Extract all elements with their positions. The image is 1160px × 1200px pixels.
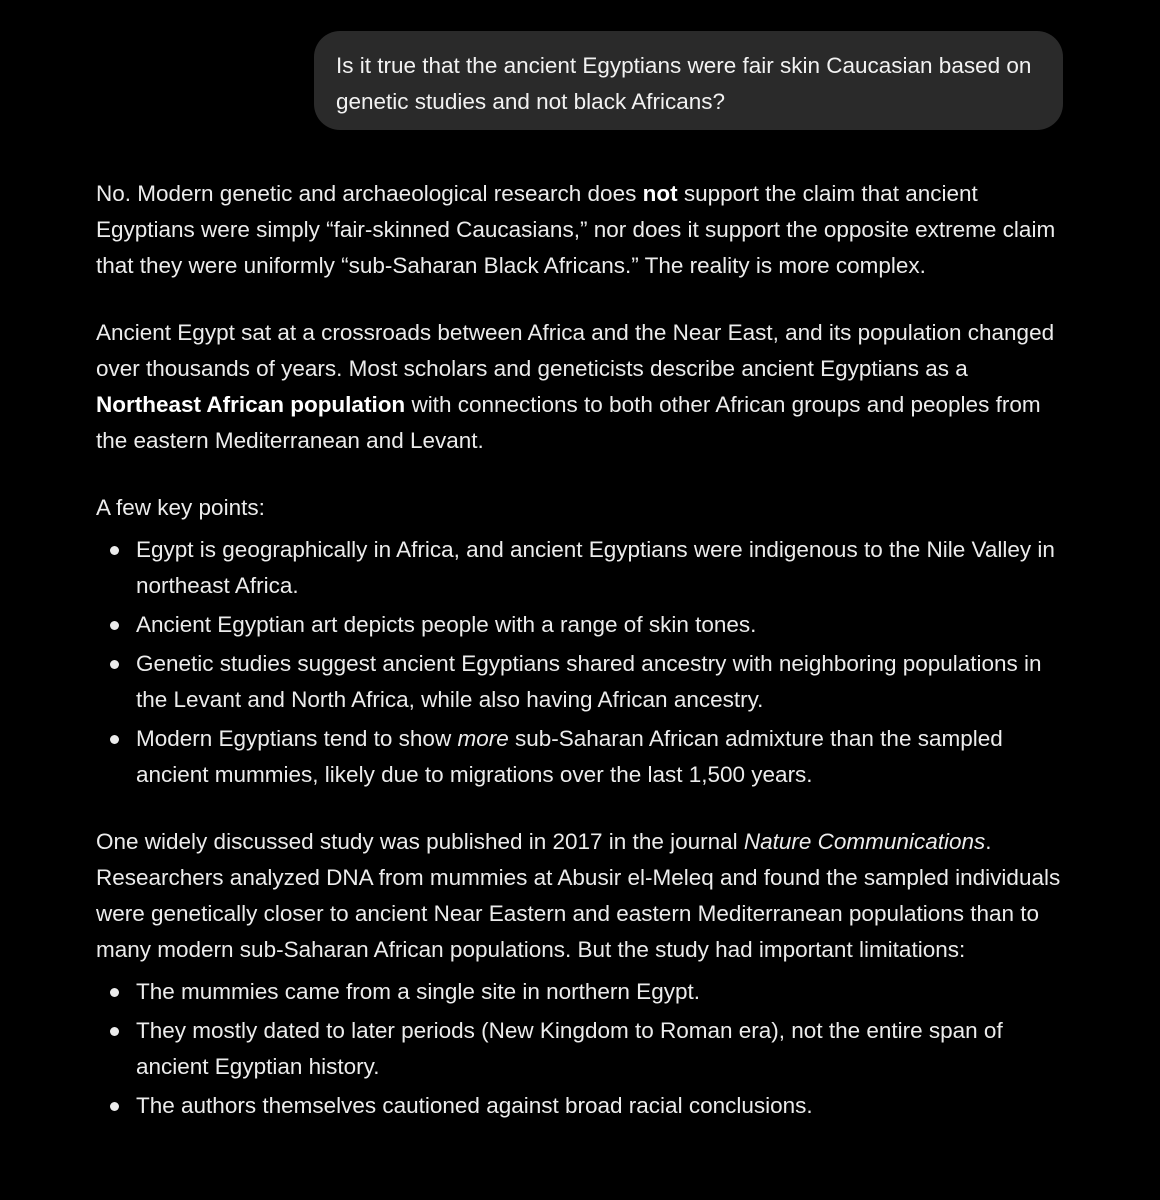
list-item bbox=[96, 721, 1076, 793]
list-item-text: Egypt is geographically in Africa, and ancient Egyptians were indigenous to the Nile Valley in northeast Africa. bbox=[136, 537, 1055, 598]
text-span: sub-Saharan African admixture than the sampled ancient mummies, likely due to migrations over the last 1,500 years. bbox=[136, 726, 1003, 787]
list-item-text: They mostly dated to later periods (New Kingdom to Roman era), not the entire span of ancient Egyptian history. bbox=[136, 1018, 1003, 1079]
list-item bbox=[96, 532, 1076, 604]
bullet-icon bbox=[110, 546, 119, 555]
list-item bbox=[96, 646, 1076, 718]
list-item-text: Genetic studies suggest ancient Egyptians shared ancestry with neighboring populations in the Levant and North Africa, while also having African ancestry. bbox=[136, 651, 1042, 712]
assistant-response bbox=[96, 176, 1076, 1127]
list-item bbox=[96, 1013, 1076, 1085]
text-span: Ancient Egypt sat at a crossroads between Africa and the Near East, and its population changed over thousands of years. Most scholars and geneticists describe ancient Egyptians as a bbox=[96, 320, 1055, 381]
bullet-icon bbox=[110, 621, 119, 630]
text-span: with connections to both other African groups and peoples from the eastern Mediterranean and Levant. bbox=[96, 392, 1041, 453]
limitations-list bbox=[96, 974, 1076, 1124]
text-span: No. Modern genetic and archaeological research does bbox=[96, 181, 643, 206]
text-span: support the claim that ancient Egyptians were simply “fair-skinned Caucasians,” nor does it support the opposite extreme claim that they were uniformly “sub-Saharan Black Africans.” The reality is more complex. bbox=[96, 181, 1056, 278]
response-paragraph-3: A few key points: bbox=[96, 495, 265, 520]
response-paragraph-2 bbox=[96, 315, 1076, 459]
response-paragraph-1 bbox=[96, 176, 1076, 284]
bullet-icon bbox=[110, 735, 119, 744]
bullet-icon bbox=[110, 1102, 119, 1111]
italic-text: more bbox=[457, 726, 509, 751]
user-message-text: Is it true that the ancient Egyptians were fair skin Caucasian based on genetic studies and not black Africans? bbox=[336, 53, 1032, 114]
user-message-bubble bbox=[314, 31, 1063, 130]
list-item-text: The authors themselves cautioned against broad racial conclusions. bbox=[136, 1093, 813, 1118]
bold-text: Northeast African population bbox=[96, 392, 406, 417]
text-span: . Researchers analyzed DNA from mummies at Abusir el-Meleq and found the sampled individuals were genetically closer to ancient Near Eastern and eastern Mediterranean populations than to many modern sub-Saharan African populations. But the study had important limitations: bbox=[96, 829, 1061, 962]
list-item bbox=[96, 974, 1076, 1010]
bold-text: not bbox=[642, 181, 678, 206]
bullet-icon bbox=[110, 1027, 119, 1036]
italic-text: Nature Communications bbox=[743, 829, 986, 854]
text-span: Modern Egyptians tend to show bbox=[136, 726, 458, 751]
list-item-text: The mummies came from a single site in northern Egypt. bbox=[136, 979, 700, 1004]
list-item bbox=[96, 607, 1076, 643]
bullet-icon bbox=[110, 988, 119, 997]
text-span: One widely discussed study was published in 2017 in the journal bbox=[96, 829, 744, 854]
key-points-list bbox=[96, 532, 1076, 793]
list-item bbox=[96, 1088, 1076, 1124]
list-item-text: Ancient Egyptian art depicts people with a range of skin tones. bbox=[136, 612, 757, 637]
bullet-icon bbox=[110, 660, 119, 669]
response-paragraph-4 bbox=[96, 824, 1076, 968]
